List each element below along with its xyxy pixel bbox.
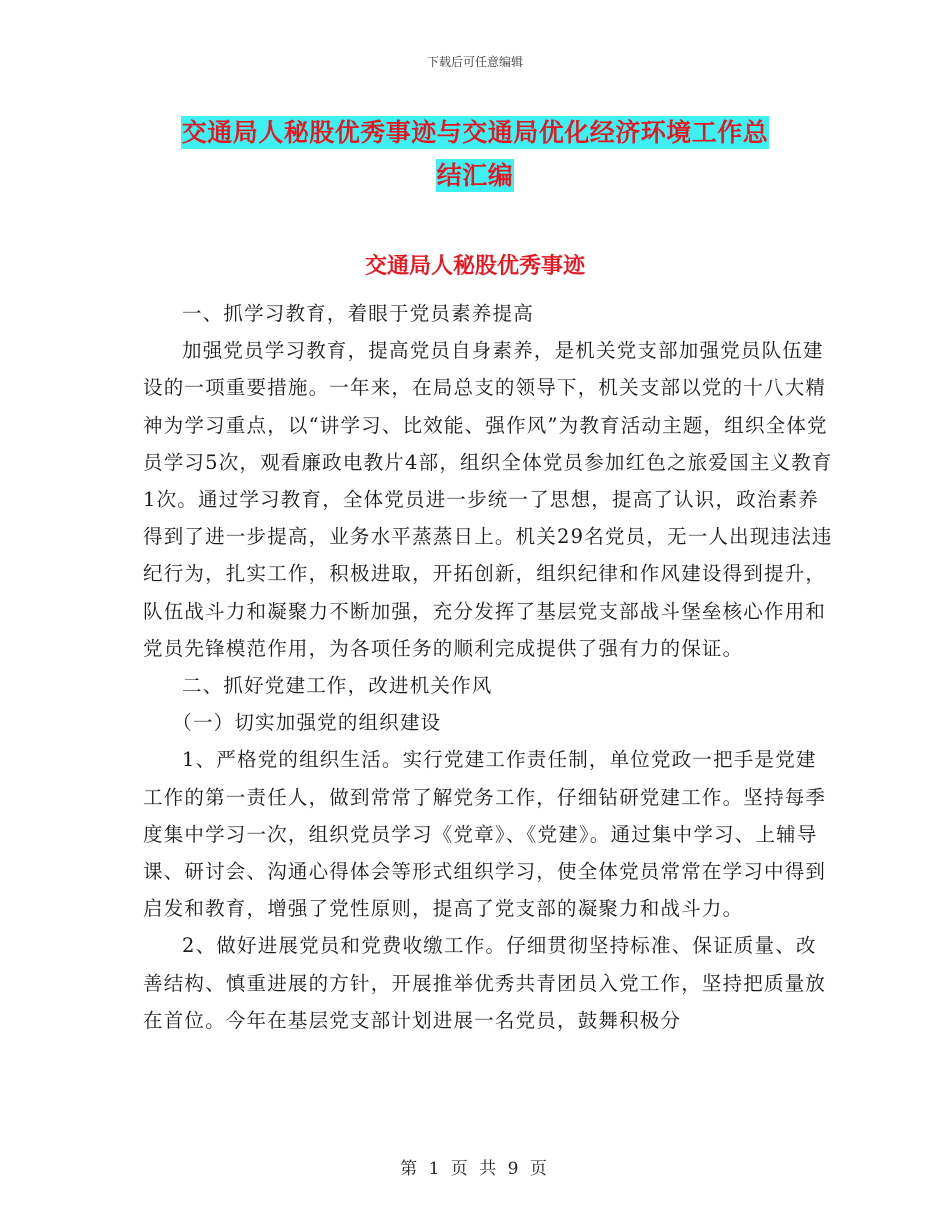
section-heading: 交通局人秘股优秀事迹 xyxy=(364,253,585,279)
paragraph: 加强党员学习教育，提高党员自身素养，是机关党支部加强党员队伍建设的一项重要措施。一年来，在局总支的领导下，机关支部以党的十八大精神为学习重点，以“讲学习、比效能、强作风”为教育活动主题，组织全体党员学习5次，观看廉政电教片4部，组织全体党员参加红色之旅爱国主义教育1次。通过学习教育，全体党员进一步统一了思想，提高了认识，政治素养得到了进一步提高，业务水平蒸蒸日上。机关29名党员，无一人出现违法违纪行为，扎实工作，积极进取，开拓创新，组织纪律和作风建设得到提升，队伍战斗力和凝聚力不断加强，充分发挥了基层党支部战斗堡垒核心作用和党员先锋模范作用，为各项任务的顺利完成提供了强有力的保证。 xyxy=(143,339,833,660)
page-footer: 第 1 页 共 9 页 xyxy=(400,1159,550,1179)
document-title-line-1 xyxy=(0,113,950,149)
paragraph: 2、做好进展党员和党费收缴工作。仔细贯彻坚持标准、保证质量、改善结构、慎重进展的方针，开展推举优秀共青团员入党工作，坚持把质量放在首位。今年在基层党支部计划进展一名党员，鼓舞积极分 xyxy=(143,934,827,1032)
paragraph-heading-1: 一、抓学习教育，着眼于党员素养提高 xyxy=(182,302,534,325)
document-title-text-2: 结汇编 xyxy=(436,161,514,190)
paragraph-subheading: （一）切实加强党的组织建设 xyxy=(172,711,442,735)
document-title-text-1: 交通局人秘股优秀事迹与交通局优化经济环境工作总 xyxy=(181,118,769,147)
document-title-line-2 xyxy=(0,156,950,192)
document-body xyxy=(143,295,833,1039)
paragraph: 1、严格党的组织生活。实行党建工作责任制，单位党政一把手是党建工作的第一责任人，做到常常了解党务工作，仔细钻研党建工作。坚持每季度集中学习一次，组织党员学习《党章》、《党建》。通过集中学习、上辅导课、研讨会、沟通心得体会等形式组织学习，使全体党员常常在学习中得到启发和教育，增强了党性原则，提高了党支部的凝聚力和战斗力。 xyxy=(143,748,827,921)
paragraph-heading-2: 二、抓好党建工作，改进机关作风 xyxy=(182,674,493,698)
page-header-note: 下载后可任意编辑 xyxy=(426,55,523,69)
